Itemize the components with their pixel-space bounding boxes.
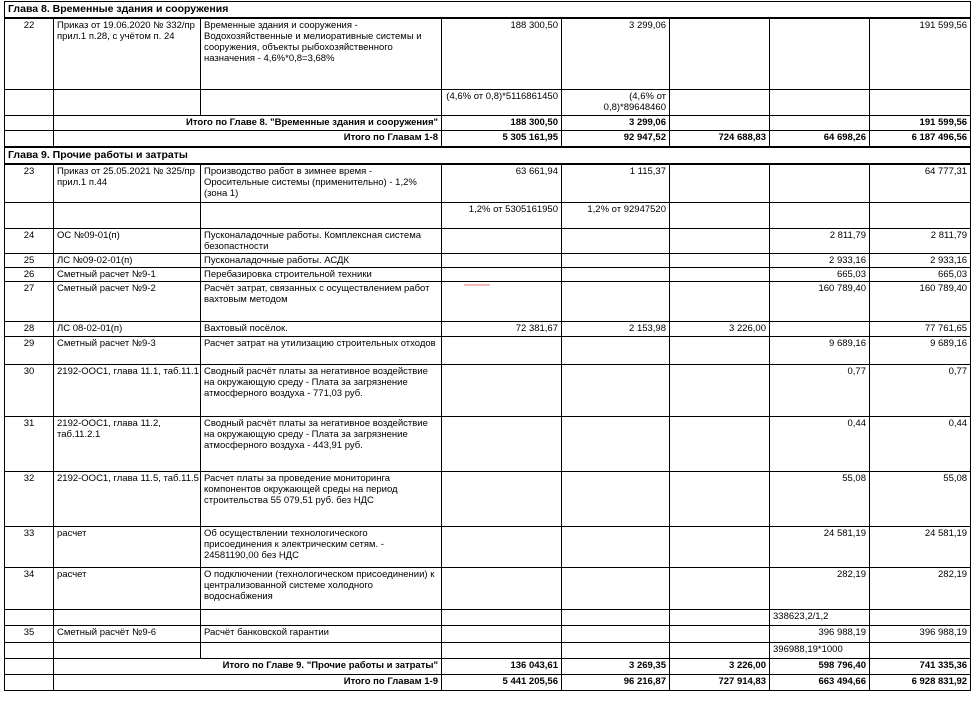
formula-row	[5, 642, 971, 658]
cost-total: 665,03	[870, 267, 971, 281]
cost-equipment: 3 226,00	[670, 321, 770, 336]
table-row	[5, 281, 971, 321]
row-number: 23	[5, 164, 54, 202]
cost-installation: 2 153,98	[562, 321, 670, 336]
row-basis: ЛС №09-02-01(п)	[54, 253, 201, 267]
cost-other: 24 581,19	[770, 526, 870, 567]
chapters-1-8-total-row	[5, 130, 971, 147]
row-name: Сводный расчёт платы за негативное воздействие на окружающую среду - Плата за загрязнение атмосферного воздуха - 443,91 руб.	[201, 416, 442, 471]
cost-other	[770, 18, 870, 89]
cost-installation: 3 299,06	[562, 18, 670, 89]
row-basis: 2192-ООС1, глава 11.5, таб.11.5	[54, 471, 201, 526]
chapter-8-heading: Глава 8. Временные здания и сооружения	[5, 2, 971, 19]
cost-other: 2 933,16	[770, 253, 870, 267]
total-other: 663 494,66	[770, 674, 870, 690]
cost-construction: 63 661,94	[442, 164, 562, 202]
row-number: 33	[5, 526, 54, 567]
total-other: 598 796,40	[770, 658, 870, 674]
estimate-sheet	[4, 1, 970, 691]
formula-construction: 1,2% от 5305161950	[442, 202, 562, 228]
total-equipment: 3 226,00	[670, 658, 770, 674]
row-number: 35	[5, 625, 54, 642]
table-row	[5, 526, 971, 567]
cost-other: 396 988,19	[770, 625, 870, 642]
row-name: Пусконаладочные работы. Комплексная система безопастности	[201, 228, 442, 253]
row-basis: Сметный расчет №9-3	[54, 336, 201, 364]
formula-other: 396988,19*1000	[770, 642, 870, 658]
cost-total: 64 777,31	[870, 164, 971, 202]
table-row	[5, 253, 971, 267]
total-equipment: 727 914,83	[670, 674, 770, 690]
formula-row	[5, 202, 971, 228]
row-number: 29	[5, 336, 54, 364]
cost-total: 55,08	[870, 471, 971, 526]
formula-row	[5, 89, 971, 115]
cost-total: 2 933,16	[870, 253, 971, 267]
cost-other: 0,44	[770, 416, 870, 471]
row-number: 34	[5, 567, 54, 609]
estimate-table	[4, 1, 971, 691]
row-number: 22	[5, 18, 54, 89]
chapter-8-total-row	[5, 115, 971, 130]
row-basis: 2192-ООС1, глава 11.1, таб.11.1	[54, 364, 201, 416]
cost-total: 9 689,16	[870, 336, 971, 364]
cost-installation: 1 115,37	[562, 164, 670, 202]
row-number: 32	[5, 471, 54, 526]
row-number: 28	[5, 321, 54, 336]
row-name: Расчет затрат на утилизацию строительных отходов	[201, 336, 442, 364]
total-sum: 6 928 831,92	[870, 674, 971, 690]
cost-total: 24 581,19	[870, 526, 971, 567]
row-basis: Приказ от 19.06.2020 № 332/пр прил.1 п.28, с учётом п. 24	[54, 18, 201, 89]
row-number: 26	[5, 267, 54, 281]
total-sum: 741 335,36	[870, 658, 971, 674]
total-installation: 96 216,87	[562, 674, 670, 690]
row-name: Производство работ в зимнее время - Оросительные системы (применительно) - 1,2% (зона 1)	[201, 164, 442, 202]
cost-construction: 188 300,50	[442, 18, 562, 89]
total-label: Итого по Главе 9. "Прочие работы и затраты"	[54, 658, 442, 674]
row-name: Сводный расчёт платы за негативное воздействие на окружающую среду - Плата за загрязнение атмосферного воздуха - 771,03 руб.	[201, 364, 442, 416]
table-row	[5, 267, 971, 281]
row-name: Временные здания и сооружения - Водохозяйственные и мелиоративные системы и сооружения, объекты рыбохозяйственного назначения - 4,6%*0,8=3,68%	[201, 18, 442, 89]
row-name: Перебазировка строительной техники	[201, 267, 442, 281]
cost-total: 396 988,19	[870, 625, 971, 642]
total-sum: 191 599,56	[870, 115, 971, 130]
cost-total: 77 761,65	[870, 321, 971, 336]
table-row	[5, 364, 971, 416]
chapter-9-total-row	[5, 658, 971, 674]
red-mark	[464, 284, 490, 286]
total-equipment: 724 688,83	[670, 130, 770, 147]
row-basis: Сметный расчёт №9-6	[54, 625, 201, 642]
chapters-1-9-total-row	[5, 674, 971, 690]
cost-other: 0,77	[770, 364, 870, 416]
total-other: 64 698,26	[770, 130, 870, 147]
total-installation: 3 299,06	[562, 115, 670, 130]
total-construction: 5 441 205,56	[442, 674, 562, 690]
table-row	[5, 336, 971, 364]
row-basis: Сметный расчет №9-1	[54, 267, 201, 281]
table-row	[5, 18, 971, 89]
cost-other: 160 789,40	[770, 281, 870, 321]
row-name: Пусконаладочные работы. АСДК	[201, 253, 442, 267]
formula-installation: (4,6% от 0,8)*89648460	[562, 89, 670, 115]
cost-equipment	[670, 18, 770, 89]
row-name: Об осуществлении технологического присоединения к электрическим сетям. - 24581190,00 без НДС	[201, 526, 442, 567]
total-construction: 188 300,50	[442, 115, 562, 130]
row-name: О подключении (технологическом присоединении) к централизованной системе холодного водоснабжения	[201, 567, 442, 609]
cost-total: 282,19	[870, 567, 971, 609]
table-row	[5, 416, 971, 471]
row-name: Расчёт банковской гарантии	[201, 625, 442, 642]
row-number: 31	[5, 416, 54, 471]
row-number: 25	[5, 253, 54, 267]
row-basis: расчет	[54, 567, 201, 609]
row-basis: Приказ от 25.05.2021 № 325/пр прил.1 п.44	[54, 164, 201, 202]
cost-other: 282,19	[770, 567, 870, 609]
total-construction: 136 043,61	[442, 658, 562, 674]
row-number: 24	[5, 228, 54, 253]
row-basis: ОС №09-01(п)	[54, 228, 201, 253]
total-installation: 92 947,52	[562, 130, 670, 147]
row-number: 27	[5, 281, 54, 321]
chapter-9-heading-row	[5, 147, 971, 164]
row-basis: Сметный расчет №9-2	[54, 281, 201, 321]
row-basis: ЛС 08-02-01(п)	[54, 321, 201, 336]
cost-other: 55,08	[770, 471, 870, 526]
row-name: Вахтовый посёлок.	[201, 321, 442, 336]
table-row	[5, 567, 971, 609]
cost-other: 9 689,16	[770, 336, 870, 364]
row-basis: 2192-ООС1, глава 11.2, таб.11.2.1	[54, 416, 201, 471]
cost-total: 0,77	[870, 364, 971, 416]
total-installation: 3 269,35	[562, 658, 670, 674]
table-row	[5, 321, 971, 336]
formula-installation: 1,2% от 92947520	[562, 202, 670, 228]
total-sum: 6 187 496,56	[870, 130, 971, 147]
chapter-9-heading: Глава 9. Прочие работы и затраты	[5, 147, 971, 164]
cost-total: 2 811,79	[870, 228, 971, 253]
row-basis: расчет	[54, 526, 201, 567]
cost-other: 665,03	[770, 267, 870, 281]
cost-total: 191 599,56	[870, 18, 971, 89]
formula-construction: (4,6% от 0,8)*5116861450	[442, 89, 562, 115]
cost-total: 160 789,40	[870, 281, 971, 321]
row-number: 30	[5, 364, 54, 416]
total-label: Итого по Главам 1-8	[54, 130, 442, 147]
total-label: Итого по Главе 8. "Временные здания и сооружения"	[54, 115, 442, 130]
formula-row	[5, 609, 971, 625]
cost-total: 0,44	[870, 416, 971, 471]
formula-other: 338623,2/1,2	[770, 609, 870, 625]
table-row	[5, 471, 971, 526]
total-label: Итого по Главам 1-9	[54, 674, 442, 690]
row-name: Расчет платы за проведение мониторинга компонентов окружающей среды на период строительства 55 079,51 руб. без НДС	[201, 471, 442, 526]
total-construction: 5 305 161,95	[442, 130, 562, 147]
table-row	[5, 228, 971, 253]
cost-construction: 72 381,67	[442, 321, 562, 336]
row-name: Расчёт затрат, связанных с осуществлением работ вахтовым методом	[201, 281, 442, 321]
cost-other: 2 811,79	[770, 228, 870, 253]
table-row	[5, 164, 971, 202]
chapter-8-heading-row	[5, 2, 971, 19]
table-row	[5, 625, 971, 642]
